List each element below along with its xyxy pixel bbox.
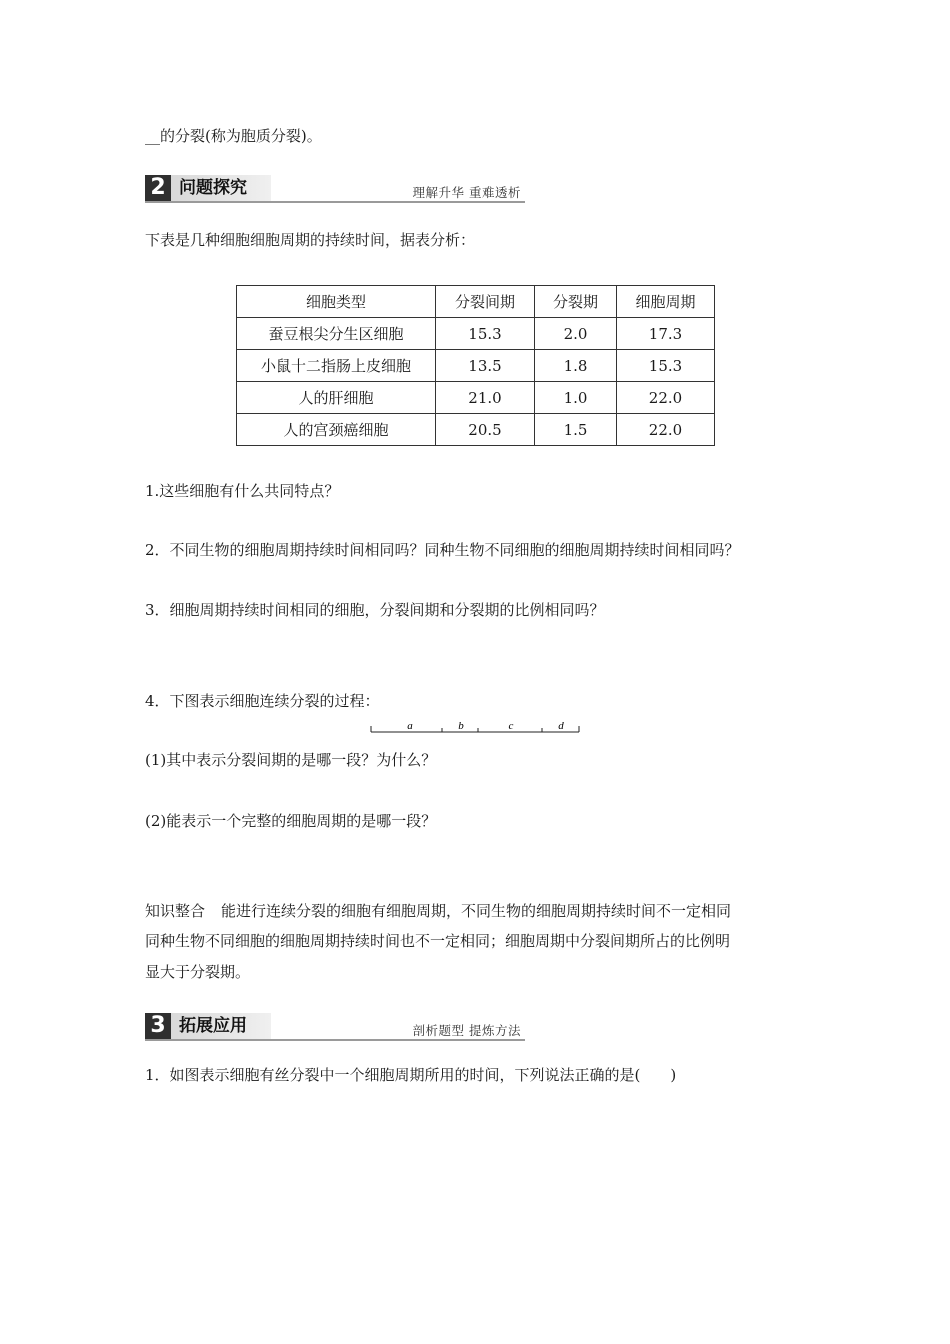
section-title: 问题探究 — [179, 178, 247, 198]
table-row — [237, 318, 715, 350]
section-3-header — [145, 1013, 525, 1041]
table-header-row — [237, 286, 715, 318]
cell-type: 蚕豆根尖分生区细胞 — [237, 318, 436, 350]
summary-line-1 — [145, 900, 731, 922]
section-underline — [145, 1039, 525, 1041]
table-row — [237, 350, 715, 382]
cell-type: 人的宫颈癌细胞 — [237, 414, 436, 446]
section-number-badge: 3 — [145, 1013, 171, 1039]
interphase-value: 15.3 — [436, 318, 535, 350]
header-interphase: 分裂间期 — [436, 286, 535, 318]
segment-label-d: d — [558, 720, 564, 732]
division-value: 1.8 — [535, 350, 617, 382]
summary-text-1: 能进行连续分裂的细胞有细胞周期，不同生物的细胞周期持续时间不一定相同 — [221, 902, 732, 920]
section-2-header — [145, 175, 525, 203]
header-cell-type: 细胞类型 — [237, 286, 436, 318]
question-4-part-1: (1)其中表示分裂间期的是哪一段？为什么？ — [145, 751, 437, 769]
cell-division-segment-diagram — [370, 718, 582, 738]
section-subtitle: 剖析题型 提炼方法 — [412, 1023, 521, 1038]
header-division-phase: 分裂期 — [535, 286, 617, 318]
table-intro-text: 下表是几种细胞细胞周期的持续时间，据表分析： — [145, 231, 476, 249]
table-row — [237, 382, 715, 414]
summary-label: 知识整合 — [145, 902, 206, 920]
division-value: 2.0 — [535, 318, 617, 350]
cycle-value: 17.3 — [617, 318, 715, 350]
section-underline — [145, 201, 525, 203]
question-4: 4．下图表示细胞连续分裂的过程： — [145, 692, 380, 710]
cell-type: 小鼠十二指肠上皮细胞 — [237, 350, 436, 382]
summary-line-2: 同种生物不同细胞的细胞周期持续时间也不一定相同；细胞周期中分裂间期所占的比例明 — [145, 932, 731, 950]
section-subtitle: 理解升华 重难透析 — [412, 185, 521, 200]
interphase-value: 21.0 — [436, 382, 535, 414]
section-title: 拓展应用 — [179, 1016, 247, 1036]
segment-label-b: b — [458, 720, 464, 732]
question-4-part-2: (2)能表示一个完整的细胞周期的是哪一段？ — [145, 812, 437, 830]
cell-type: 人的肝细胞 — [237, 382, 436, 414]
intro-tail-text: __的分裂(称为胞质分裂)。 — [145, 127, 322, 145]
cycle-value: 22.0 — [617, 414, 715, 446]
section-number-badge: 2 — [145, 175, 171, 201]
cycle-value: 22.0 — [617, 382, 715, 414]
cycle-value: 15.3 — [617, 350, 715, 382]
cell-cycle-table — [236, 285, 715, 446]
application-question-1: 1．如图表示细胞有丝分裂中一个细胞周期所用的时间，下列说法正确的是( ) — [145, 1066, 677, 1084]
table-row — [237, 414, 715, 446]
interphase-value: 13.5 — [436, 350, 535, 382]
interphase-value: 20.5 — [436, 414, 535, 446]
header-cell-cycle: 细胞周期 — [617, 286, 715, 318]
division-value: 1.5 — [535, 414, 617, 446]
summary-line-3: 显大于分裂期。 — [145, 963, 251, 981]
question-1: 1.这些细胞有什么共同特点？ — [145, 482, 340, 500]
segment-label-a: a — [407, 720, 413, 732]
division-value: 1.0 — [535, 382, 617, 414]
segment-label-c: c — [508, 720, 514, 732]
question-2: 2．不同生物的细胞周期持续时间相同吗？同种生物不同细胞的细胞周期持续时间相同吗？ — [145, 541, 740, 559]
question-3: 3．细胞周期持续时间相同的细胞，分裂间期和分裂期的比例相同吗？ — [145, 601, 605, 619]
